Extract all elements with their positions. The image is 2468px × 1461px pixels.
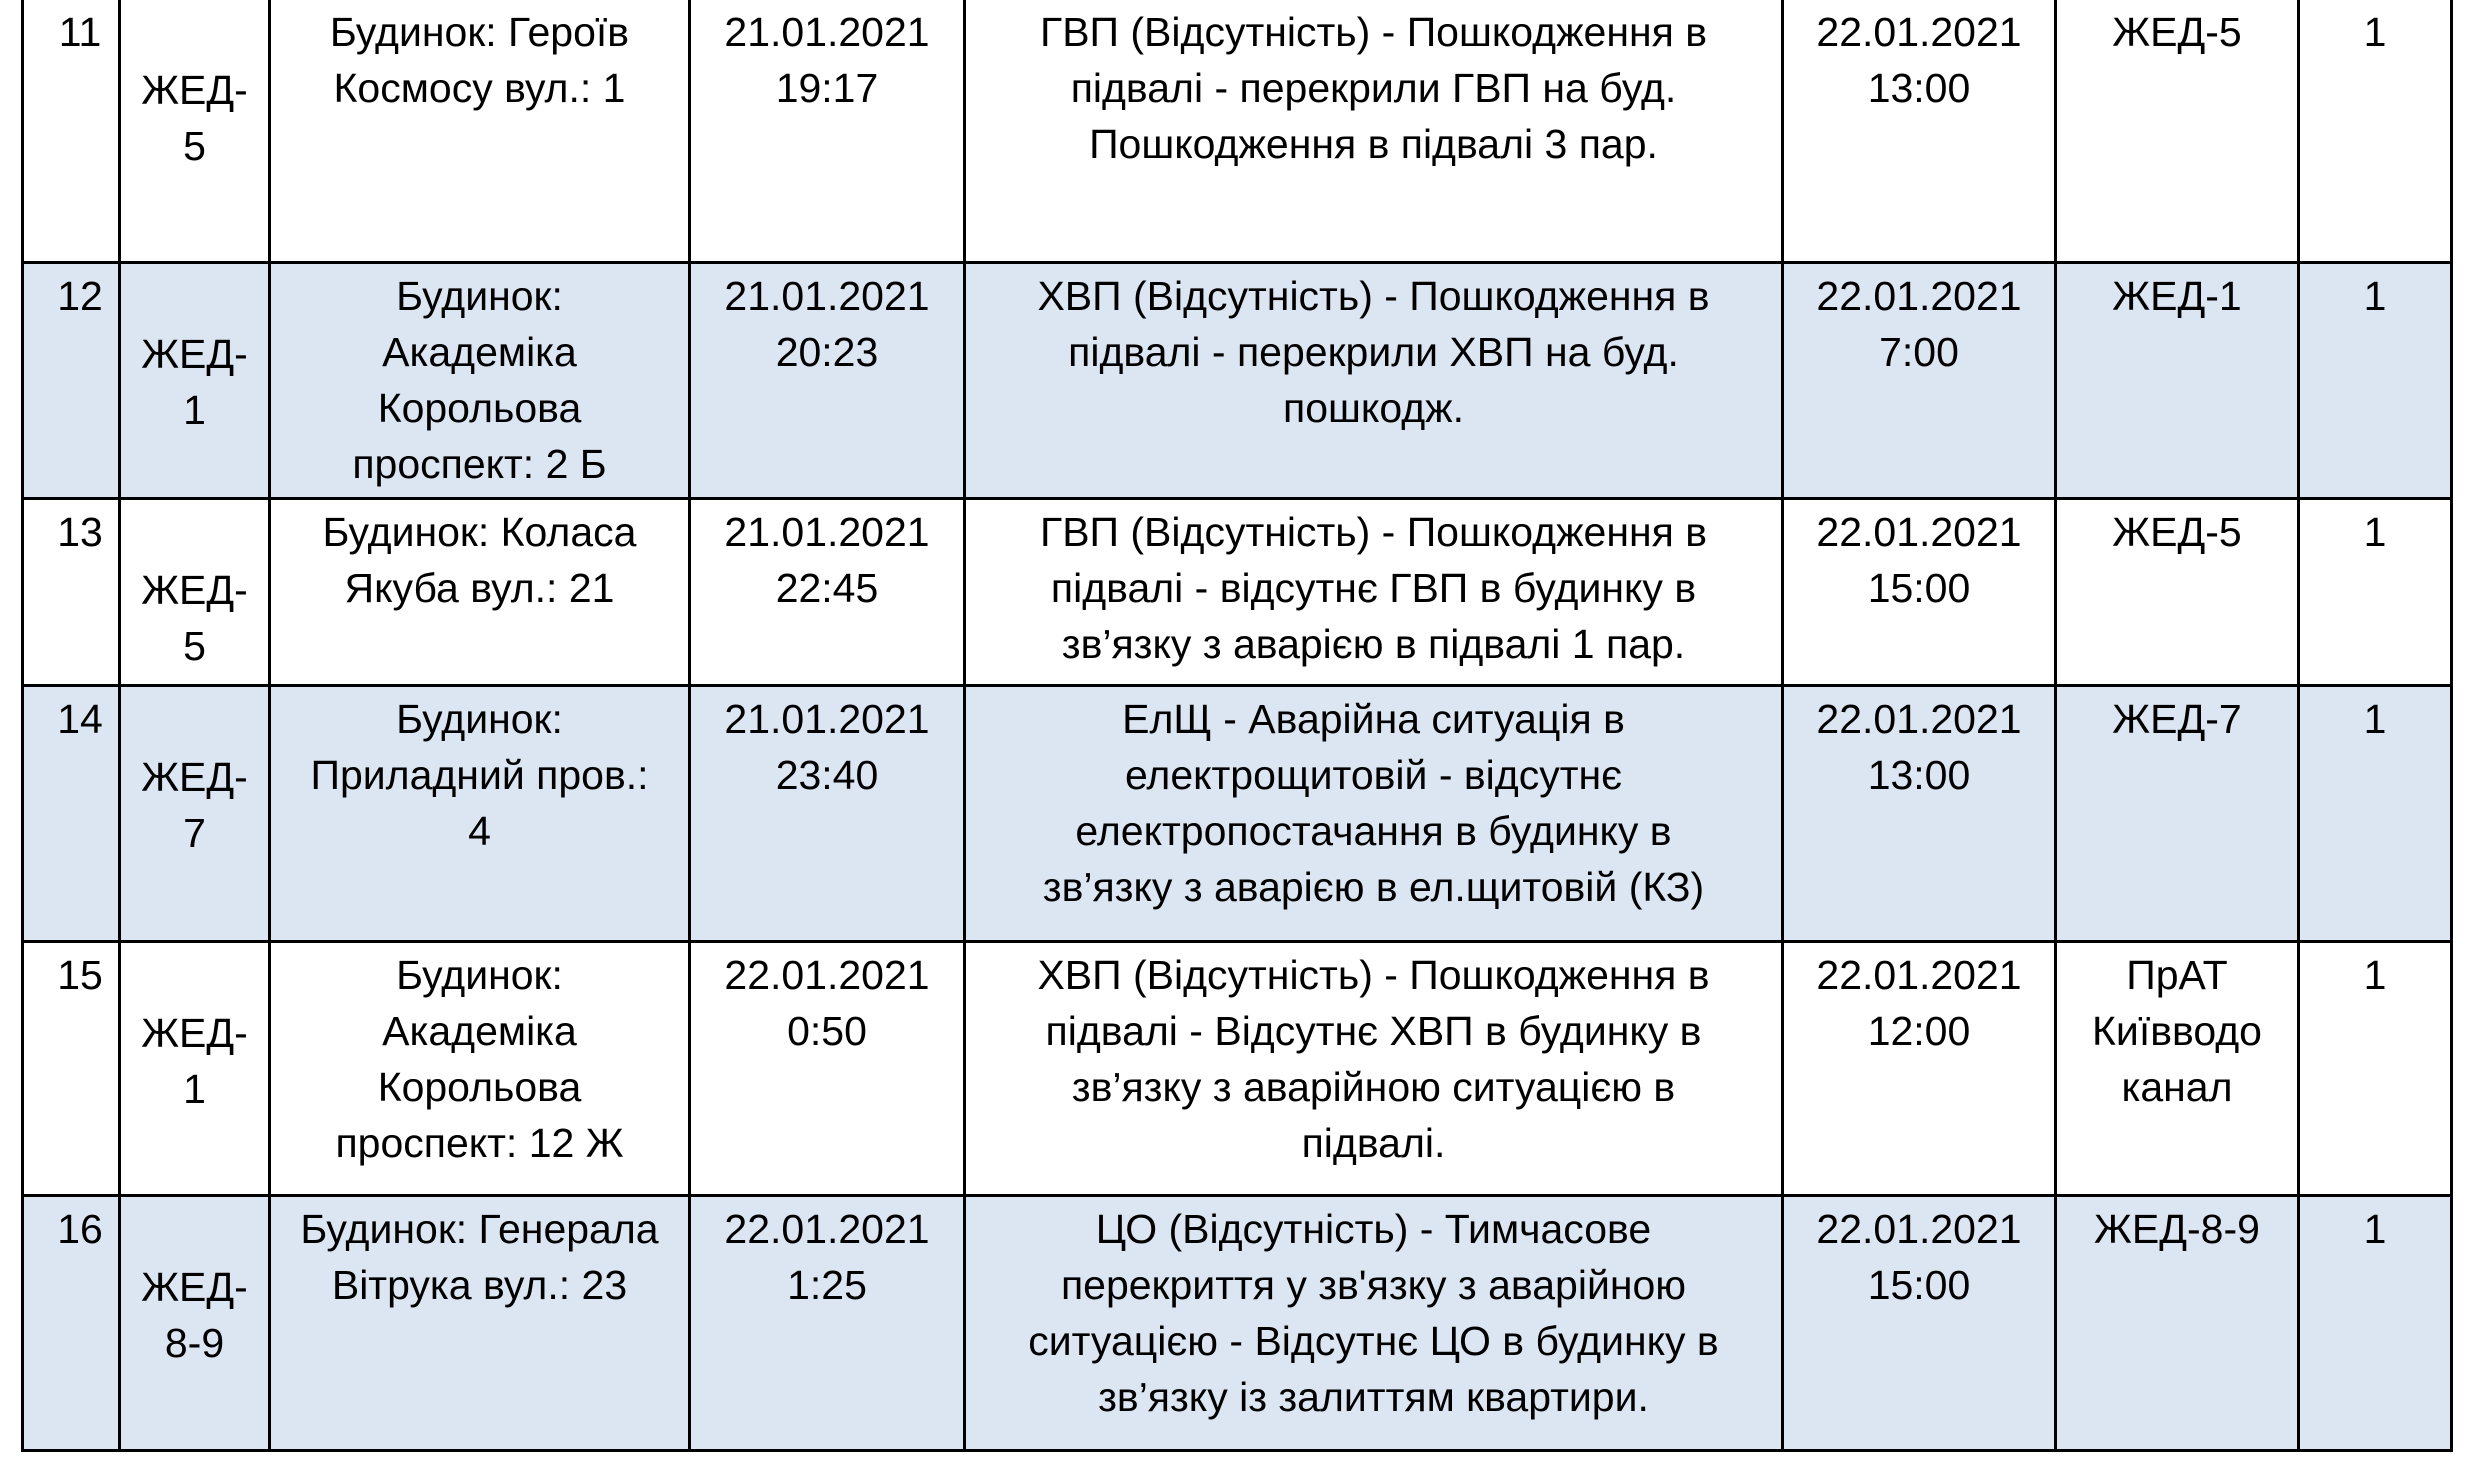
- executor-cell: [2056, 0, 2299, 262]
- address-line: Академіка: [382, 1007, 577, 1054]
- start-line: 22.01.2021: [724, 951, 930, 998]
- start-line: 23:40: [775, 751, 879, 798]
- zhed-line: ЖЕД-: [141, 753, 248, 800]
- description-line: ЕлЩ - Аварійна ситуація в: [1122, 695, 1625, 742]
- zhed-cell: [120, 262, 270, 498]
- description-cell: [965, 941, 1783, 1195]
- description-line: ХВП (Відсутність) - Пошкодження в: [1037, 951, 1710, 998]
- description-line: підвалі - Відсутнє ХВП в будинку в: [1045, 1007, 1702, 1054]
- address-line: Космосу вул.: 1: [333, 65, 626, 111]
- start-datetime-cell: [690, 941, 965, 1195]
- executor-line: ЖЕД-7: [2112, 695, 2242, 742]
- count-cell: 1: [2299, 262, 2452, 498]
- address-line: Корольова: [377, 384, 582, 431]
- executor-cell: [2056, 941, 2299, 1195]
- table-row: [23, 262, 2452, 498]
- table-body: [23, 0, 2452, 1450]
- start-datetime-cell: [690, 0, 965, 262]
- executor-line: ПрАТ: [2126, 951, 2228, 998]
- zhed-cell: [120, 0, 270, 262]
- description-line: зв’язку з аварією в ел.щитовій (КЗ): [1042, 863, 1705, 910]
- description-cell: [965, 262, 1783, 498]
- start-datetime-cell: [690, 685, 965, 941]
- description-cell: [965, 1195, 1783, 1450]
- end-line: 12:00: [1867, 1007, 1971, 1054]
- zhed-line: 1: [183, 1065, 206, 1112]
- address-line: Якуба вул.: 21: [344, 564, 615, 611]
- end-datetime-cell: [1783, 262, 2056, 498]
- end-line: 22.01.2021: [1816, 951, 2022, 998]
- end-line: 13:00: [1867, 65, 1971, 111]
- table-row: [23, 685, 2452, 941]
- zhed-line: ЖЕД-: [141, 1263, 248, 1310]
- end-line: 22.01.2021: [1816, 1205, 2022, 1252]
- description-cell: [965, 498, 1783, 685]
- start-line: 22.01.2021: [724, 1205, 930, 1252]
- address-line: Корольова: [377, 1063, 582, 1110]
- executor-cell: [2056, 498, 2299, 685]
- address-line: Академіка: [382, 328, 577, 375]
- address-line: Будинок:: [396, 695, 563, 742]
- description-line: ситуацією - Відсутнє ЦО в будинку в: [1028, 1317, 1719, 1364]
- start-line: 21.01.2021: [724, 9, 930, 55]
- zhed-line: ЖЕД-: [141, 67, 248, 113]
- executor-line: Київводо: [2092, 1007, 2262, 1054]
- row-number-cell: 14: [23, 685, 120, 941]
- description-line: підвалі - відсутнє ГВП в будинку в: [1050, 564, 1697, 611]
- executor-line: ЖЕД-5: [2112, 508, 2242, 555]
- start-line: 21.01.2021: [724, 272, 930, 319]
- description-line: підвалі.: [1301, 1119, 1446, 1166]
- table-row: [23, 1195, 2452, 1450]
- start-line: 20:23: [775, 328, 879, 375]
- count-cell: 1: [2299, 941, 2452, 1195]
- start-line: 21.01.2021: [724, 508, 930, 555]
- zhed-cell: [120, 685, 270, 941]
- description-line: ГВП (Відсутність) - Пошкодження в: [1040, 9, 1707, 55]
- zhed-line: ЖЕД-: [141, 566, 248, 613]
- end-datetime-cell: [1783, 941, 2056, 1195]
- zhed-cell: [120, 498, 270, 685]
- address-line: Будинок: Коласа: [322, 508, 637, 555]
- description-line: зв’язку із залиттям квартири.: [1098, 1373, 1649, 1420]
- executor-line: ЖЕД-8-9: [2094, 1205, 2260, 1252]
- address-cell: [270, 685, 690, 941]
- zhed-line: ЖЕД-: [141, 330, 248, 377]
- executor-cell: [2056, 685, 2299, 941]
- zhed-line: 7: [183, 809, 206, 856]
- executor-line: ЖЕД-5: [2112, 9, 2242, 55]
- address-cell: [270, 262, 690, 498]
- address-line: Приладний пров.:: [310, 751, 649, 798]
- zhed-line: 8-9: [164, 1319, 225, 1366]
- description-line: Пошкодження в підвалі 3 пар.: [1089, 121, 1658, 167]
- executor-cell: [2056, 262, 2299, 498]
- end-line: 15:00: [1867, 564, 1971, 611]
- end-line: 22.01.2021: [1816, 508, 2022, 555]
- address-line: 4: [468, 807, 491, 854]
- address-cell: [270, 941, 690, 1195]
- zhed-line: 1: [183, 386, 206, 433]
- end-datetime-cell: [1783, 0, 2056, 262]
- count-cell: 1: [2299, 1195, 2452, 1450]
- executor-line: ЖЕД-1: [2112, 272, 2242, 319]
- incident-table: [21, 0, 2453, 1452]
- start-line: 21.01.2021: [724, 695, 930, 742]
- end-line: 7:00: [1879, 328, 1959, 375]
- table-row: [23, 0, 2452, 262]
- end-line: 15:00: [1867, 1261, 1971, 1308]
- zhed-line: ЖЕД-: [141, 1009, 248, 1056]
- description-line: зв’язку з аварійною ситуацією в: [1071, 1063, 1676, 1110]
- row-number-cell: 15: [23, 941, 120, 1195]
- address-line: Вітрука вул.: 23: [331, 1261, 628, 1308]
- address-cell: [270, 1195, 690, 1450]
- address-line: проспект: 12 Ж: [335, 1119, 624, 1166]
- table-row: [23, 498, 2452, 685]
- address-line: Будинок:: [396, 951, 563, 998]
- description-line: підвалі - перекрили ХВП на буд.: [1068, 328, 1679, 375]
- row-number-cell: 11: [23, 0, 120, 262]
- end-datetime-cell: [1783, 1195, 2056, 1450]
- description-line: ХВП (Відсутність) - Пошкодження в: [1037, 272, 1710, 319]
- end-line: 22.01.2021: [1816, 695, 2022, 742]
- row-number-cell: 16: [23, 1195, 120, 1450]
- description-line: ЦО (Відсутність) - Тимчасове: [1095, 1205, 1652, 1252]
- start-line: 0:50: [787, 1007, 867, 1054]
- end-line: 22.01.2021: [1816, 9, 2022, 55]
- start-datetime-cell: [690, 262, 965, 498]
- description-line: пошкодж.: [1283, 384, 1464, 431]
- start-datetime-cell: [690, 1195, 965, 1450]
- zhed-cell: [120, 1195, 270, 1450]
- row-number-cell: 12: [23, 262, 120, 498]
- description-line: ГВП (Відсутність) - Пошкодження в: [1040, 508, 1707, 555]
- count-cell: 1: [2299, 498, 2452, 685]
- executor-cell: [2056, 1195, 2299, 1450]
- description-line: перекриття у зв'язку з аварійною: [1060, 1261, 1687, 1308]
- zhed-cell: [120, 941, 270, 1195]
- description-line: зв’язку з аварією в підвалі 1 пар.: [1061, 620, 1686, 667]
- description-line: електрощитовій - відсутнє: [1124, 751, 1623, 798]
- end-datetime-cell: [1783, 685, 2056, 941]
- zhed-line: 5: [183, 622, 206, 669]
- description-line: підвалі - перекрили ГВП на буд.: [1070, 65, 1677, 111]
- address-line: проспект: 2 Б: [352, 440, 607, 487]
- description-line: електропостачання в будинку в: [1075, 807, 1672, 854]
- executor-line: канал: [2121, 1063, 2233, 1110]
- count-cell: 1: [2299, 0, 2452, 262]
- start-line: 1:25: [787, 1261, 867, 1308]
- end-line: 22.01.2021: [1816, 272, 2022, 319]
- address-line: Будинок: Генерала: [300, 1205, 659, 1252]
- description-cell: [965, 0, 1783, 262]
- end-datetime-cell: [1783, 498, 2056, 685]
- start-line: 22:45: [775, 564, 879, 611]
- address-cell: [270, 498, 690, 685]
- row-number-cell: 13: [23, 498, 120, 685]
- address-line: Будинок:: [396, 272, 563, 319]
- start-datetime-cell: [690, 498, 965, 685]
- zhed-line: 5: [183, 123, 206, 169]
- end-line: 13:00: [1867, 751, 1971, 798]
- start-line: 19:17: [775, 65, 879, 111]
- address-line: Будинок: Героїв: [329, 9, 630, 55]
- description-cell: [965, 685, 1783, 941]
- table-row: [23, 941, 2452, 1195]
- count-cell: 1: [2299, 685, 2452, 941]
- address-cell: [270, 0, 690, 262]
